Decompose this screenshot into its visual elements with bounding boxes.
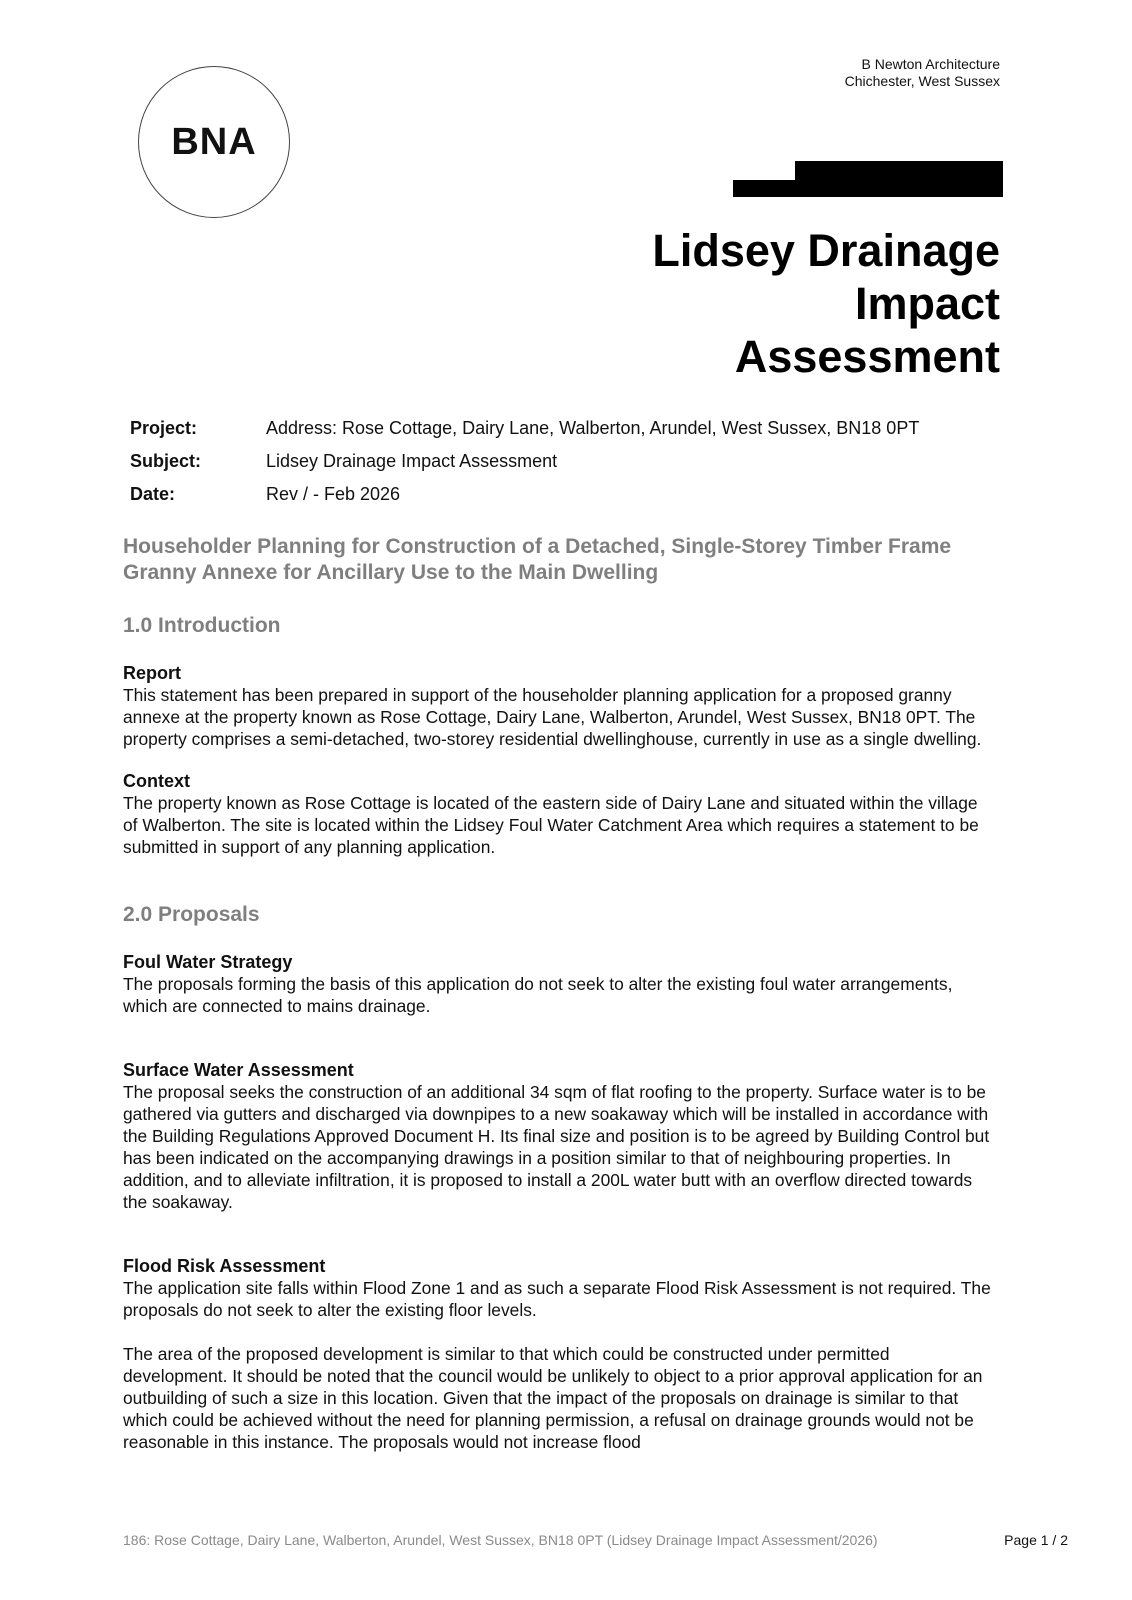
meta-row-subject — [130, 445, 919, 478]
page-number: Page 1 / 2 — [1004, 1532, 1068, 1548]
meta-row-project — [130, 412, 919, 445]
paragraph-foul-water: The proposals forming the basis of this application do not seek to alter the existing foul water arrangements, which are connected to mains drainage. — [123, 974, 953, 1016]
company-name: B Newton Architecture — [861, 56, 1000, 72]
subheading-surface-water: Surface Water Assessment — [123, 1060, 354, 1080]
meta-value: Lidsey Drainage Impact Assessment — [266, 451, 558, 471]
company-logo — [138, 66, 290, 218]
paragraph-flood-risk: The application site falls within Flood Zone 1 and as such a separate Flood Risk Assessment is not required. The proposals do not seek to alter the existing floor levels. — [123, 1278, 991, 1320]
document-meta — [130, 412, 919, 511]
meta-key: Subject: — [130, 451, 202, 471]
paragraph-surface-water: The proposal seeks the construction of an additional 34 sqm of flat roofing to the property. Surface water is to be gathered via gutters and discharged via downpipes to a new soakaway which will be installed in accordance with the Building Regulations Approved Document H. Its final size and position is to be agreed by Building Control but has been indicated on the accompanying drawings in a position similar to that of neighbouring properties. In addition, and to alleviate infiltration, it is proposed to install a 200L water butt with an overflow directed towards the soakaway. — [123, 1082, 990, 1212]
company-location: Chichester, West Sussex — [844, 73, 1000, 89]
title-line: Lidsey Drainage — [652, 225, 1000, 276]
subheading-report: Report — [123, 663, 181, 683]
meta-value: Address: Rose Cottage, Dairy Lane, Walberton, Arundel, West Sussex, BN18 0PT — [266, 418, 920, 438]
meta-key: Date: — [130, 484, 176, 504]
footer-reference: 186: Rose Cottage, Dairy Lane, Walberton, Arundel, West Sussex, BN18 0PT (Lidsey Drainage Impact Assessment/2026) — [123, 1532, 878, 1548]
paragraph-report: This statement has been prepared in support of the householder planning application for a proposed granny annexe at the property known as Rose Cottage, Dairy Lane, Walberton, Arundel, West Sussex, BN18 0PT. The property comprises a semi-detached, two-storey residential dwellinghouse, currently in use as a single dwelling. — [123, 685, 982, 749]
redaction-bar — [733, 180, 1003, 197]
title-line: Assessment — [734, 331, 1000, 382]
paragraph-context: The property known as Rose Cottage is located of the eastern side of Dairy Lane and situated within the village of Walberton. The site is located within the Lidsey Foul Water Catchment Area which requires a statement to be submitted in support of any planning application. — [123, 793, 979, 857]
subheading-foul-water: Foul Water Strategy — [123, 952, 293, 972]
subheading-context: Context — [123, 771, 190, 791]
company-address-block — [845, 56, 1000, 90]
document-subtitle: Householder Planning for Construction of a Detached, Single-Storey Timber Frame Granny Annexe for Ancillary Use to the Main Dwelling — [123, 535, 952, 584]
meta-key: Project: — [130, 418, 198, 438]
subheading-flood-risk: Flood Risk Assessment — [123, 1256, 326, 1276]
document-body — [123, 534, 995, 1453]
meta-value: Rev / - Feb 2026 — [266, 484, 401, 504]
title-line: Impact — [854, 278, 1000, 329]
logo-text: BNA — [171, 120, 257, 163]
meta-row-date — [130, 478, 919, 511]
paragraph-flood-risk-continued: The area of the proposed development is similar to that which could be constructed under permitted development. It should be noted that the council would be unlikely to object to a prior approval application for an outbuilding of such a size in this location. Given that the impact of the proposals on drainage is similar to that which could be achieved without the need for planning permission, a refusal on drainage grounds would not be reasonable in this instance. The proposals would not increase flood — [123, 1344, 983, 1452]
section-heading-introduction: 1.0 Introduction — [123, 614, 281, 637]
document-title — [580, 224, 1000, 383]
section-heading-proposals: 2.0 Proposals — [123, 903, 260, 926]
